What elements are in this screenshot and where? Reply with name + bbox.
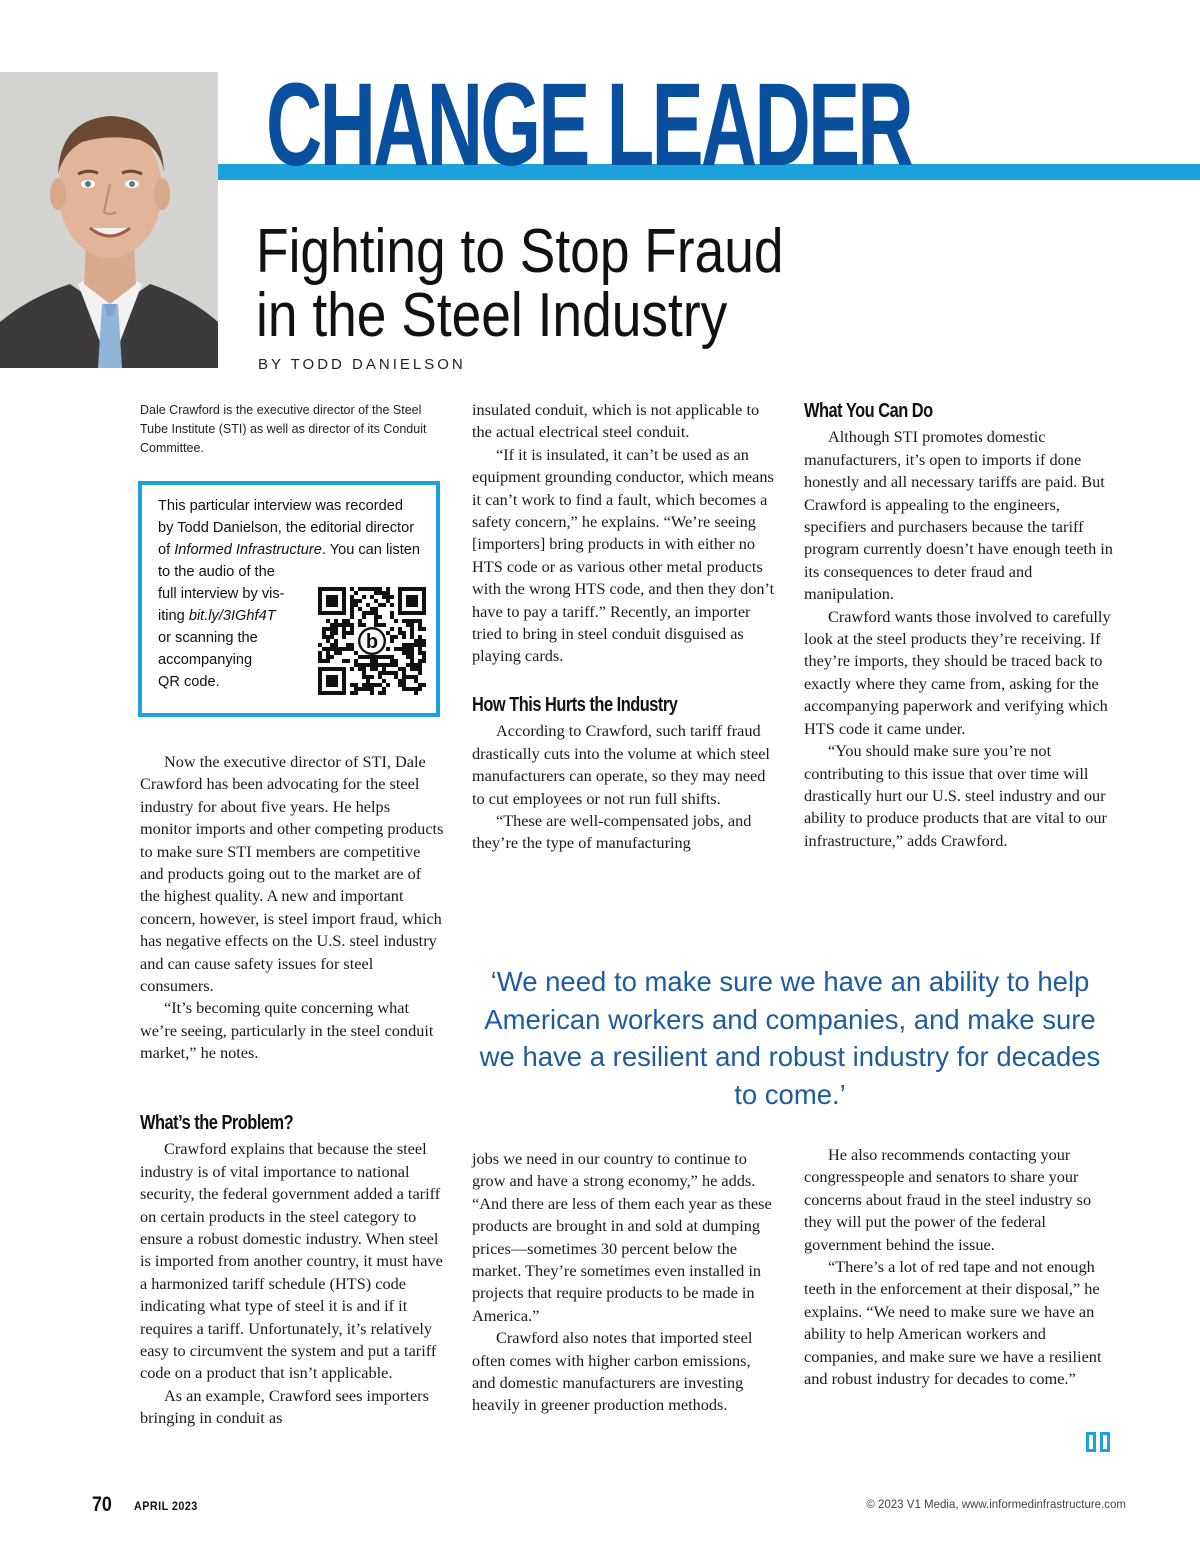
article-headline <box>256 217 784 350</box>
pull-quote: ‘We need to make sure we have an ability to help American workers and companies, and make sure we have a resilient and robust industry for decades to come.’ <box>479 966 1101 1110</box>
section-heading-what-you-can-do: What You Can Do <box>804 400 933 422</box>
callout-line: QR code. <box>158 674 220 690</box>
article-column-1-bottom <box>140 1112 445 1430</box>
body-paragraph: “These are well-compensated jobs, and they’re the type of manufacturing <box>472 810 752 853</box>
body-paragraph: Crawford explains that because the steel industry is of vital importance to national security, the federal government added a tariff on certain products in the steel category to ensure a robust domestic industry. When steel is imported from another country, it must have a harmonized tariff schedule (HTS) code indicating what type of steel it is and if it requires a tariff. Unfortunately, it’s relatively easy to circumvent the system and put a tariff code on a product that isn’t applicable. <box>140 1139 443 1383</box>
callout-line: iting bit.ly/3IGhf4T <box>158 608 276 624</box>
callout-line: This particular interview was recorded <box>158 498 403 514</box>
body-paragraph: “You should make sure you’re not contributing to this issue that over time will drastically hurt our U.S. steel industry and our ability to produce products that are vital to our infrastructure,” adds Crawford. <box>804 741 1107 850</box>
body-paragraph: Crawford also notes that imported steel often comes with higher carbon emissions, and domestic manufacturers are investing heavily in greener production methods. <box>472 1328 753 1415</box>
body-paragraph: insulated conduit, which is not applicable to the actual electrical steel conduit. <box>472 400 760 442</box>
body-paragraph: Now the executive director of STI, Dale Crawford has been advocating for the steel industry for about five years. He helps monitor imports and other competing products to make sure STI members are competitive and products going out to the market are of the highest quality. A new and important concern, however, is steel import fraud, which has negative effects on the U.S. steel industry and can cause safety issues for steel consumers. <box>140 752 444 996</box>
headline-line-1: Fighting to Stop Fraud <box>256 217 784 286</box>
portrait-photo <box>0 72 218 368</box>
body-paragraph: He also recommends contacting your congresspeople and senators to share your concerns about fraud in the steel industry so they will put the power of the federal government behind the issue. <box>804 1145 1092 1254</box>
article-column-2-bottom <box>472 1148 777 1417</box>
body-paragraph: “There’s a lot of red tape and not enough teeth in the enforcement at their disposal,” he explains. “We need to make sure we have an ability to help American workers and companies, and make sure we have a resilient and robust industry for decades to come.” <box>804 1257 1102 1389</box>
interview-link[interactable]: bit.ly/3IGhf4T <box>188 608 276 624</box>
callout-line: of Informed Infrastructure. You can listen <box>158 542 421 558</box>
body-paragraph: “If it is insulated, it can’t be used as an equipment grounding conductor, which means it can’t work to find a fault, which becomes a safety concern,” he explains. “We’re seeing [importers] bring products in with either no HTS code or as various other metal products with the wrong HTS code, and then they don’t have to pay a tariff.” Recently, an importer tried to bring in steel conduit disguised as playing cards. <box>472 444 775 666</box>
section-heading-hurts: How This Hurts the Industry <box>472 693 678 716</box>
body-paragraph: Although STI promotes domestic manufacturers, it’s open to imports if done honestly and all necessary tariffs are paid. But Crawford is appealing to the engineers, specifiers and purchasers because the tariff program currently doesn’t have enough teeth in its consequences to deter fraud and manipulation. <box>804 427 1113 604</box>
photo-caption: Dale Crawford is the executive director of the Steel Tube Institute (STI) as well as director of its Conduit Committee. <box>140 403 427 455</box>
body-paragraph: “It’s becoming quite concerning what we’re seeing, particularly in the steel conduit market,” he notes. <box>140 998 434 1063</box>
body-paragraph: Crawford wants those involved to carefully look at the steel products they’re receiving. If they’re imports, they should be traced back to exactly where they came from, asking for the accompanying paperwork and verifying which HTS code it came under. <box>804 606 1111 738</box>
article-column-1-top <box>140 751 445 1065</box>
article-column-3-top <box>804 400 1114 852</box>
headline-line-2: in the Steel Industry <box>256 281 728 350</box>
page-number: 70 <box>92 1493 112 1516</box>
callout-line: full interview by vis- <box>158 586 285 602</box>
ii-logo-icon <box>1085 1431 1111 1453</box>
copyright-notice: © 2023 V1 Media, www.informedinfrastructure.com <box>866 1499 1126 1511</box>
body-paragraph: As an example, Crawford sees importers bringing in conduit as <box>140 1385 429 1428</box>
publication-name: Informed Infrastructure <box>174 542 322 558</box>
section-heading-problem: What’s the Problem? <box>140 1112 294 1134</box>
svg-text:b: b <box>365 631 379 654</box>
qr-code-icon[interactable] <box>318 587 426 695</box>
callout-line: to the audio of the <box>158 564 275 580</box>
body-paragraph: According to Crawford, such tariff fraud drastically cuts into the volume at which steel manufacturers can operate, so they may need to cut employees or not run full shifts. <box>472 721 770 808</box>
callout-line: or scanning the <box>158 630 258 646</box>
article-column-3-bottom <box>804 1144 1114 1390</box>
callout-line: accompanying <box>158 652 253 668</box>
issue-date: APRIL 2023 <box>134 1499 198 1513</box>
article-column-2-top <box>472 399 777 855</box>
author-portrait-photo <box>0 72 218 368</box>
section-title: CHANGE LEADER <box>266 59 912 191</box>
byline: BY TODD DANIELSON <box>258 356 466 373</box>
callout-line: by Todd Danielson, the editorial director <box>158 520 415 536</box>
body-paragraph: jobs we need in our country to continue to grow and have a strong economy,” he adds. “And there are less of them each year as these products are brought in and sold at dumping prices—sometimes 30 percent below the market. They’re sometimes even installed in projects that require products to be made in America.” <box>472 1149 772 1325</box>
